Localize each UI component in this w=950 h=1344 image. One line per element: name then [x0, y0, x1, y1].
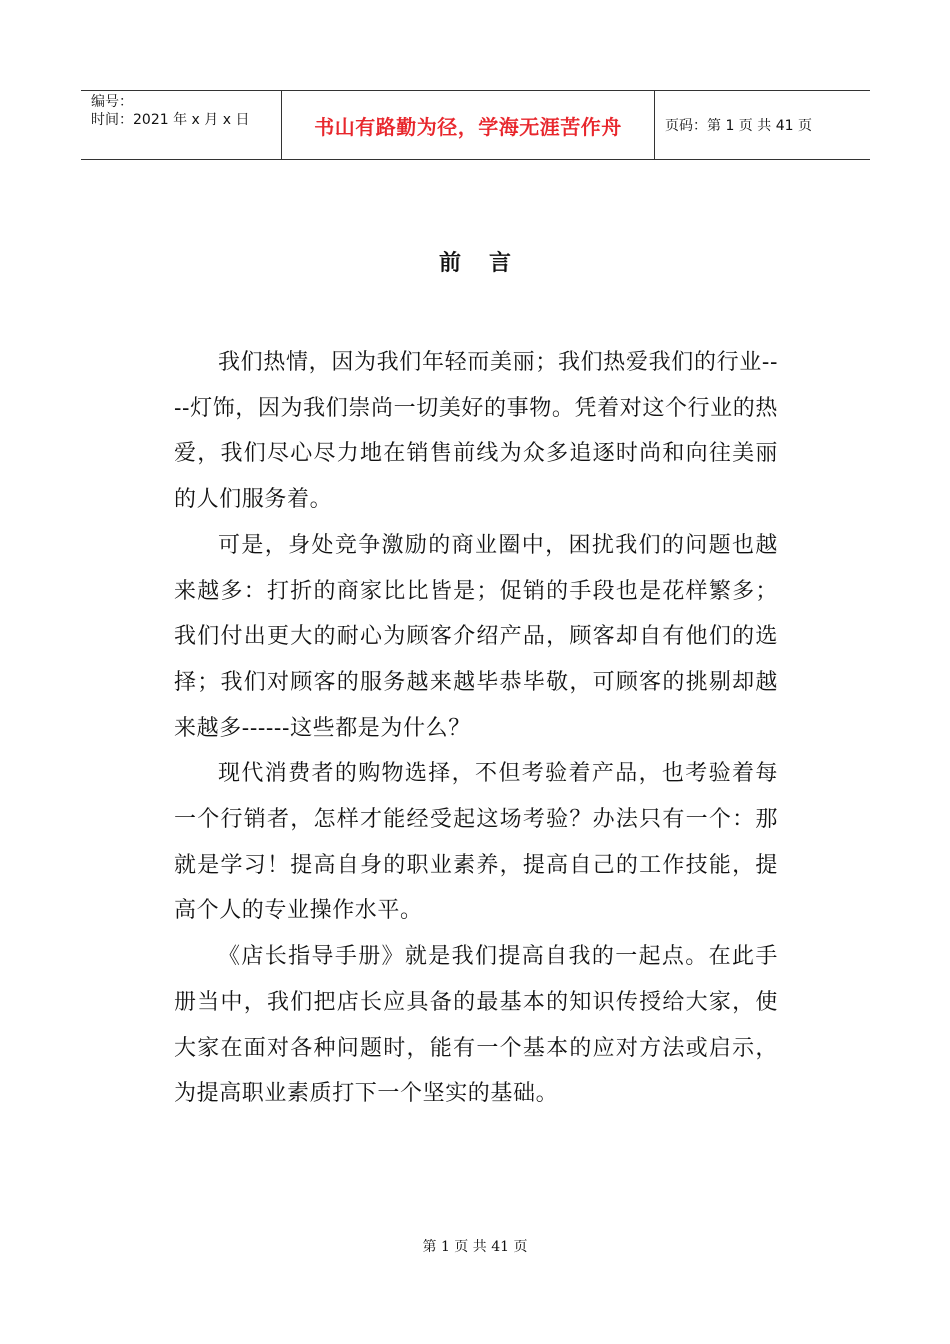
body-content	[174, 340, 778, 1117]
paragraph: 我们热情，因为我们年轻而美丽；我们热爱我们的行业----灯饰，因为我们崇尚一切美好的事物。凭着对这个行业的热爱，我们尽心尽力地在销售前线为众多追逐时尚和向往美丽的人们服务着。	[174, 350, 778, 513]
doc-time-label: 时间：2021 年 x 月 x 日	[91, 112, 250, 128]
paragraph: 《店长指导手册》就是我们提高自我的一起点。在此手册当中，我们把店长应具备的最基本的知识传授给大家，使大家在面对各种问题时，能有一个基本的应对方法或启示，为提高职业素质打下一个坚实的基础。	[174, 944, 778, 1107]
header-page-info: 页码：第 1 页 共 41 页	[665, 118, 812, 134]
paragraph: 可是，身处竞争激励的商业圈中，困扰我们的问题也越来越多：打折的商家比比皆是；促销的手段也是花样繁多；我们付出更大的耐心为顾客介绍产品，顾客却自有他们的选择；我们对顾客的服务越来越毕恭毕敬，可顾客的挑剔却越来越多------这些都是为什么？	[174, 532, 778, 741]
paragraph: 现代消费者的购物选择，不但考验着产品，也考验着每一个行销者，怎样才能经受起这场考验？办法只有一个：那就是学习！提高自身的职业素养，提高自己的工作技能，提高个人的专业操作水平。	[174, 761, 778, 924]
page-title: 前言	[438, 251, 539, 276]
header-meta-cell	[81, 91, 282, 159]
header-motto: 书山有路勤为径，学海无涯苦作舟	[282, 91, 655, 159]
doc-number-label: 编号：	[91, 94, 133, 110]
page-footer: 第 1 页 共 41 页	[422, 1239, 528, 1255]
header-table	[81, 90, 870, 160]
